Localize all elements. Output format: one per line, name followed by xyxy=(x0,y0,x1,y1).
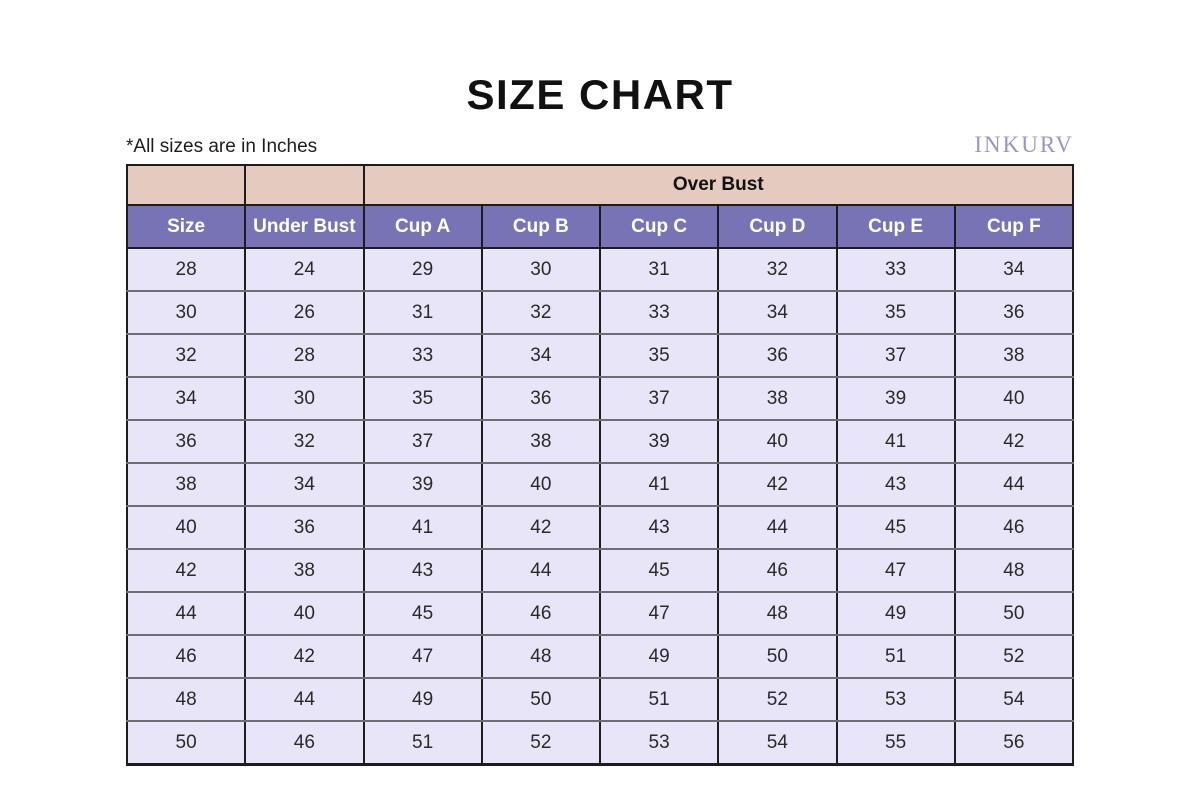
size-value-cell: 43 xyxy=(364,549,482,592)
size-value-cell: 45 xyxy=(364,592,482,635)
size-value-cell: 53 xyxy=(837,678,955,721)
size-value-cell: 33 xyxy=(837,248,955,291)
size-value-cell: 51 xyxy=(600,678,718,721)
size-value-cell: 47 xyxy=(364,635,482,678)
size-value-cell: 35 xyxy=(600,334,718,377)
size-value-cell: 48 xyxy=(718,592,836,635)
size-value-cell: 37 xyxy=(364,420,482,463)
size-value-cell: 42 xyxy=(127,549,245,592)
size-value-cell: 44 xyxy=(955,463,1073,506)
size-value-cell: 50 xyxy=(955,592,1073,635)
size-value-cell: 48 xyxy=(127,678,245,721)
size-table xyxy=(126,164,1074,766)
size-value-cell: 44 xyxy=(718,506,836,549)
size-value-cell: 42 xyxy=(955,420,1073,463)
size-value-cell: 42 xyxy=(245,635,363,678)
size-value-cell: 46 xyxy=(245,721,363,765)
size-value-cell: 46 xyxy=(127,635,245,678)
table-row xyxy=(127,678,1073,721)
size-value-cell: 30 xyxy=(245,377,363,420)
table-row xyxy=(127,291,1073,334)
size-value-cell: 49 xyxy=(837,592,955,635)
size-value-cell: 36 xyxy=(482,377,600,420)
size-value-cell: 38 xyxy=(482,420,600,463)
size-value-cell: 39 xyxy=(364,463,482,506)
size-value-cell: 49 xyxy=(364,678,482,721)
size-value-cell: 40 xyxy=(245,592,363,635)
size-value-cell: 51 xyxy=(364,721,482,765)
table-row xyxy=(127,635,1073,678)
size-value-cell: 40 xyxy=(955,377,1073,420)
size-value-cell: 24 xyxy=(245,248,363,291)
size-value-cell: 43 xyxy=(837,463,955,506)
size-value-cell: 33 xyxy=(600,291,718,334)
size-value-cell: 33 xyxy=(364,334,482,377)
size-value-cell: 46 xyxy=(718,549,836,592)
size-value-cell: 40 xyxy=(127,506,245,549)
size-value-cell: 49 xyxy=(600,635,718,678)
size-value-cell: 28 xyxy=(245,334,363,377)
size-value-cell: 30 xyxy=(127,291,245,334)
column-header-cup-e: Cup E xyxy=(837,205,955,248)
units-note: *All sizes are in Inches xyxy=(126,136,318,157)
column-header-cup-c: Cup C xyxy=(600,205,718,248)
size-value-cell: 35 xyxy=(364,377,482,420)
page-title: SIZE CHART xyxy=(466,71,734,118)
size-value-cell: 52 xyxy=(482,721,600,765)
column-header-cup-a: Cup A xyxy=(364,205,482,248)
size-value-cell: 52 xyxy=(955,635,1073,678)
size-value-cell: 56 xyxy=(955,721,1073,765)
table-row xyxy=(127,420,1073,463)
column-header-cup-d: Cup D xyxy=(718,205,836,248)
size-value-cell: 40 xyxy=(482,463,600,506)
size-value-cell: 30 xyxy=(482,248,600,291)
table-row xyxy=(127,377,1073,420)
size-value-cell: 47 xyxy=(600,592,718,635)
column-header-cup-b: Cup B xyxy=(482,205,600,248)
size-value-cell: 48 xyxy=(482,635,600,678)
size-value-cell: 51 xyxy=(837,635,955,678)
size-value-cell: 44 xyxy=(127,592,245,635)
size-value-cell: 32 xyxy=(245,420,363,463)
size-value-cell: 55 xyxy=(837,721,955,765)
size-value-cell: 50 xyxy=(718,635,836,678)
size-value-cell: 28 xyxy=(127,248,245,291)
column-header-row xyxy=(127,205,1073,248)
size-value-cell: 52 xyxy=(718,678,836,721)
size-value-cell: 43 xyxy=(600,506,718,549)
size-value-cell: 41 xyxy=(364,506,482,549)
size-value-cell: 40 xyxy=(718,420,836,463)
empty-header-cell xyxy=(127,165,245,205)
size-value-cell: 48 xyxy=(955,549,1073,592)
size-value-cell: 54 xyxy=(718,721,836,765)
size-value-cell: 54 xyxy=(955,678,1073,721)
size-value-cell: 38 xyxy=(127,463,245,506)
size-value-cell: 44 xyxy=(482,549,600,592)
size-value-cell: 36 xyxy=(245,506,363,549)
over-bust-row xyxy=(127,165,1073,205)
size-value-cell: 44 xyxy=(245,678,363,721)
size-value-cell: 45 xyxy=(600,549,718,592)
size-value-cell: 39 xyxy=(837,377,955,420)
size-value-cell: 36 xyxy=(718,334,836,377)
table-row xyxy=(127,248,1073,291)
column-header-cup-f: Cup F xyxy=(955,205,1073,248)
size-value-cell: 42 xyxy=(482,506,600,549)
size-value-cell: 34 xyxy=(245,463,363,506)
column-header-size: Size xyxy=(127,205,245,248)
over-bust-header: Over Bust xyxy=(364,165,1074,205)
size-value-cell: 35 xyxy=(837,291,955,334)
size-value-cell: 38 xyxy=(718,377,836,420)
table-row xyxy=(127,592,1073,635)
size-value-cell: 29 xyxy=(364,248,482,291)
size-value-cell: 37 xyxy=(837,334,955,377)
size-value-cell: 39 xyxy=(600,420,718,463)
table-row xyxy=(127,549,1073,592)
size-value-cell: 50 xyxy=(482,678,600,721)
size-value-cell: 37 xyxy=(600,377,718,420)
size-value-cell: 34 xyxy=(482,334,600,377)
size-value-cell: 34 xyxy=(955,248,1073,291)
size-value-cell: 32 xyxy=(482,291,600,334)
size-value-cell: 34 xyxy=(718,291,836,334)
table-body xyxy=(127,248,1073,765)
size-value-cell: 38 xyxy=(955,334,1073,377)
table-row xyxy=(127,506,1073,549)
size-value-cell: 31 xyxy=(364,291,482,334)
size-value-cell: 45 xyxy=(837,506,955,549)
size-value-cell: 53 xyxy=(600,721,718,765)
size-value-cell: 41 xyxy=(600,463,718,506)
column-header-under-bust: Under Bust xyxy=(245,205,363,248)
size-value-cell: 38 xyxy=(245,549,363,592)
size-value-cell: 46 xyxy=(955,506,1073,549)
brand-logo: INKURV xyxy=(974,132,1074,157)
meta-row xyxy=(126,132,1074,158)
empty-header-cell xyxy=(245,165,363,205)
size-value-cell: 32 xyxy=(127,334,245,377)
size-value-cell: 31 xyxy=(600,248,718,291)
size-value-cell: 47 xyxy=(837,549,955,592)
table-row xyxy=(127,463,1073,506)
table-row xyxy=(127,721,1073,765)
size-value-cell: 50 xyxy=(127,721,245,765)
size-value-cell: 46 xyxy=(482,592,600,635)
size-value-cell: 41 xyxy=(837,420,955,463)
table-row xyxy=(127,334,1073,377)
size-value-cell: 34 xyxy=(127,377,245,420)
size-value-cell: 42 xyxy=(718,463,836,506)
size-value-cell: 26 xyxy=(245,291,363,334)
size-value-cell: 36 xyxy=(955,291,1073,334)
size-value-cell: 32 xyxy=(718,248,836,291)
size-value-cell: 36 xyxy=(127,420,245,463)
